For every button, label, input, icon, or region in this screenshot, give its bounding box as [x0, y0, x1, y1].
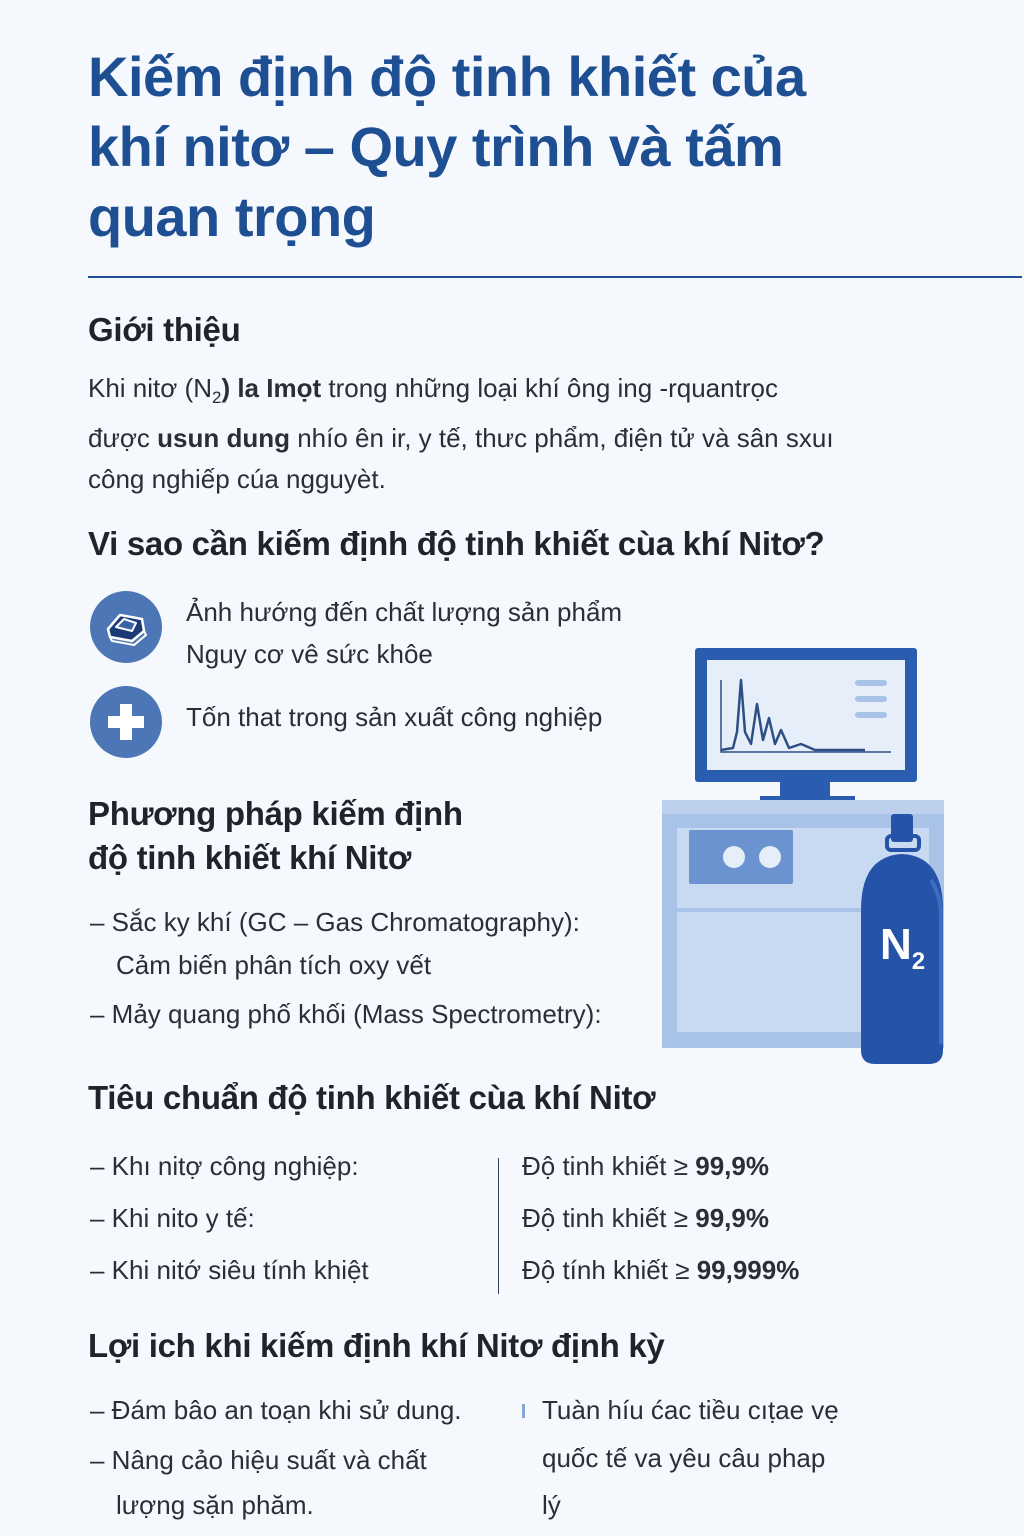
package-icon	[90, 591, 162, 663]
benefit-item-2-cont: lượng sặn phăm.	[116, 1490, 314, 1520]
medical-cross-icon	[90, 686, 162, 758]
standard-row-value: Độ tinh khiết ≥ 99,9%	[522, 1151, 769, 1181]
benefit-item-3-cont: lý	[542, 1490, 561, 1520]
cylinder-label: $N_2$	[880, 920, 926, 975]
standard-row-label: – Khi nito y tế:	[90, 1203, 255, 1233]
benefit-item-3: Tuàn híu ćac tiều cıṭae vẹ	[542, 1395, 839, 1425]
method-item-1: – Sắc ky khí (GC – Gas Chromatography):	[90, 907, 580, 937]
intro-paragraph: Khi nitơ $(N_2)$ la Imọt trong những loại khí ông ing -rquantrọc được usun dung nhío ên ir, y tế, thưc phẩm, điện tử và sân sxuı công nghiếp cúa ngguyèt.	[88, 373, 834, 495]
why-heading: Vi sao cần kiếm định độ tinh khiết cùa khí Nitơ?	[88, 525, 825, 562]
standard-row-label: – Khi nitớ siêu tính khiệt	[90, 1255, 369, 1285]
standard-row-label: – Khı nitợ công nghiệp:	[90, 1151, 359, 1181]
standards-divider	[498, 1158, 499, 1294]
method-item-2: – Mảy quang phố khối (Mass Spectrometry):	[90, 999, 602, 1029]
gas-analyzer-illustration	[655, 640, 955, 1070]
why-item-3: Tốn that trong sản xuất công nghiệp	[186, 702, 603, 732]
standard-row-value: Độ tính khiết ≥ 99,999%	[522, 1255, 800, 1285]
standard-row-value: Độ tinh khiết ≥ 99,9%	[522, 1203, 769, 1233]
intro-heading: Giới thiệu	[88, 311, 241, 348]
title-line-1: Kiếm định độ tinh khiết của	[88, 45, 806, 108]
title-line-2: khí nitơ – Quy trình và tấm	[88, 115, 784, 178]
why-item-1: Ảnh hướng đến chất lượng sản phẩm	[186, 597, 623, 627]
benefit-marker	[522, 1404, 525, 1418]
standards-heading: Tiêu chuẩn độ tinh khiết cùa khí Nitơ	[88, 1079, 656, 1116]
methods-heading: Phương pháp kiếm định độ tinh khiết khí Nitơ	[88, 795, 463, 876]
benefits-heading: Lợi ich khi kiếm định khí Nitơ định kỳ	[88, 1327, 665, 1364]
title-line-3: quan trọng	[88, 185, 376, 248]
method-item-1-detail: Cảm biến phân tích oxy vết	[116, 950, 432, 980]
benefit-item-3-cont: quốc tế va yêu câu phap	[542, 1443, 826, 1473]
page-title	[88, 42, 988, 252]
title-divider	[88, 276, 1022, 278]
benefit-item-2: – Nâng cảo hiệu suất và chất	[90, 1445, 427, 1475]
benefit-item-1: – Đám bâo an toạn khi sử dung.	[90, 1395, 462, 1425]
why-item-2: Nguy cơ vê sức khôe	[186, 639, 433, 669]
